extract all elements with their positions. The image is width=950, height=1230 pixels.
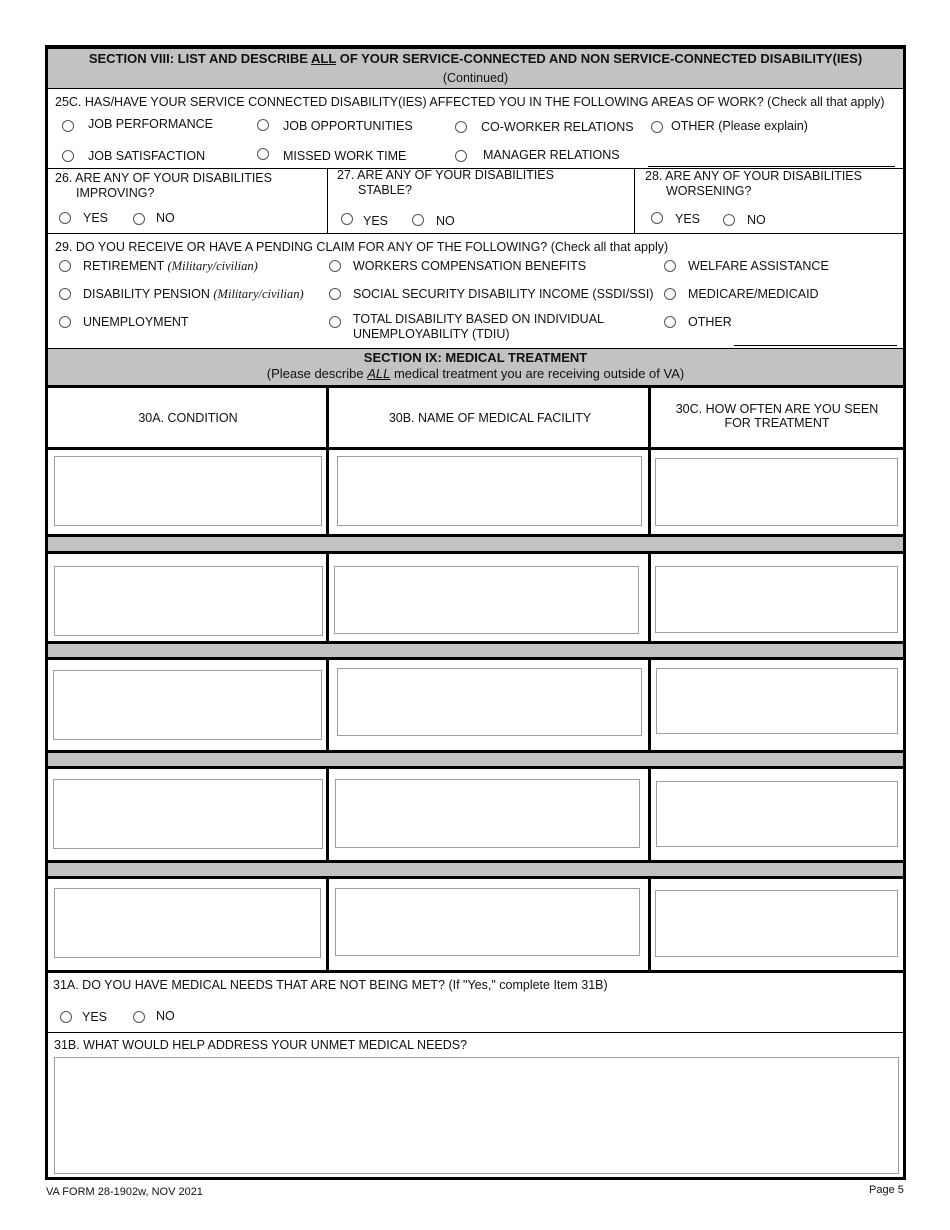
q31a-no-radio[interactable] (133, 1011, 145, 1023)
q25c-manager-radio[interactable] (455, 150, 467, 162)
q31b-unmet-needs-input[interactable] (54, 1057, 899, 1174)
q25c-opt-label: JOB OPPORTUNITIES (283, 119, 413, 133)
q28-no-label: NO (747, 213, 766, 227)
q25c-other-radio[interactable] (651, 121, 663, 133)
q30c-frequency-input[interactable] (655, 566, 898, 633)
q29-other-radio[interactable] (664, 316, 676, 328)
q28-yes-label: YES (675, 212, 701, 226)
q25c-opt-label: JOB SATISFACTION (88, 149, 206, 163)
q25c-missed-work-radio[interactable] (257, 148, 269, 160)
q27-no-label: NO (436, 214, 455, 228)
q29-welfare-radio[interactable] (664, 260, 676, 272)
q27-no-radio[interactable] (412, 214, 424, 226)
q25c-job-performance-radio[interactable] (62, 120, 74, 132)
q29-unemployment-radio[interactable] (59, 316, 71, 328)
q31a-yes-radio[interactable] (60, 1011, 72, 1023)
q30b-facility-input[interactable] (337, 668, 642, 736)
q25c-coworker-radio[interactable] (455, 121, 467, 133)
q28-no-radio[interactable] (723, 214, 735, 226)
q30a-condition-input[interactable] (53, 779, 323, 849)
q26-no-label: NO (156, 211, 175, 225)
q30b-facility-input[interactable] (335, 779, 640, 848)
q30b-header: 30B. NAME OF MEDICAL FACILITY (388, 411, 592, 425)
q30b-facility-input[interactable] (334, 566, 639, 634)
form-id: VA FORM 28-1902w, NOV 2021 (46, 1186, 203, 1198)
q30c-frequency-input[interactable] (655, 890, 898, 957)
q25c-other-explain-line[interactable] (648, 166, 895, 167)
q29-retirement-radio[interactable] (59, 260, 71, 272)
q27-yes-label: YES (363, 214, 389, 228)
section9-title: SECTION IX: MEDICAL TREATMENT (363, 350, 588, 365)
q29-tdiu-radio[interactable] (329, 316, 341, 328)
q30b-facility-input[interactable] (337, 456, 642, 526)
q29-unemployment-label: UNEMPLOYMENT (83, 315, 189, 329)
q29-welfare-label: WELFARE ASSISTANCE (688, 259, 829, 273)
q30c-frequency-input[interactable] (656, 781, 898, 847)
section8-continued: (Continued) (442, 71, 509, 85)
q31a-yes-label: YES (82, 1010, 108, 1024)
q30a-condition-input[interactable] (54, 456, 322, 526)
q29-workers-comp-label: WORKERS COMPENSATION BENEFITS (353, 259, 587, 273)
q26-yes-label: YES (83, 211, 109, 225)
q30a-condition-input[interactable] (54, 888, 321, 958)
q29-other-label: OTHER (688, 315, 732, 329)
q25c-job-opportunities-radio[interactable] (257, 119, 269, 131)
q29-tdiu-label: TOTAL DISABILITY BASED ON INDIVIDUAL (353, 312, 604, 326)
q29-ssdi-label: SOCIAL SECURITY DISABILITY INCOME (SSDI/SSI) (353, 287, 654, 301)
page-number: Page 5 (869, 1184, 904, 1196)
section8-title: SECTION VIII: LIST AND DESCRIBE ALL OF YOUR SERVICE-CONNECTED AND NON SERVICE-CONNECTED DISABILITY(IES) (88, 51, 863, 66)
q25c-label: 25C. HAS/HAVE YOUR SERVICE CONNECTED DISABILITY(IES) AFFECTED YOU IN THE FOLLOWING AREAS OF WORK? (Check all that apply) (55, 95, 885, 109)
q26-yes-radio[interactable] (59, 212, 71, 224)
q28-label: 28. ARE ANY OF YOUR DISABILITIES (645, 169, 862, 183)
q25c-opt-label: CO-WORKER RELATIONS (481, 120, 634, 134)
q26-label: 26. ARE ANY OF YOUR DISABILITIES (55, 171, 272, 185)
q27-label-2: STABLE? (358, 183, 412, 197)
q29-medicare-label: MEDICARE/MEDICAID (688, 287, 819, 301)
q31b-label: 31B. WHAT WOULD HELP ADDRESS YOUR UNMET MEDICAL NEEDS? (54, 1038, 468, 1052)
q29-disability-pension-label: DISABILITY PENSION (Military/civilian) (83, 287, 304, 301)
q29-disability-pension-radio[interactable] (59, 288, 71, 300)
q30b-facility-input[interactable] (335, 888, 640, 956)
section9-subtitle: (Please describe ALL medical treatment you are receiving outside of VA) (266, 366, 685, 381)
q29-retirement-label: RETIREMENT (Military/civilian) (83, 259, 258, 273)
q25c-opt-label: JOB PERFORMANCE (88, 117, 214, 131)
q30a-header: 30A. CONDITION (138, 411, 238, 425)
q30c-frequency-input[interactable] (656, 668, 898, 734)
q28-yes-radio[interactable] (651, 212, 663, 224)
q25c-opt-label: OTHER (Please explain) (671, 119, 808, 133)
q28-label-2: WORSENING? (666, 184, 752, 198)
q25c-job-satisfaction-radio[interactable] (62, 150, 74, 162)
q30c-header-2: FOR TREATMENT (724, 416, 830, 430)
q29-workers-comp-radio[interactable] (329, 260, 341, 272)
q31a-label: 31A. DO YOU HAVE MEDICAL NEEDS THAT ARE NOT BEING MET? (If "Yes," complete Item 31B) (53, 978, 608, 992)
q30a-condition-input[interactable] (54, 566, 323, 636)
q25c-opt-label: MANAGER RELATIONS (483, 148, 620, 162)
q27-yes-radio[interactable] (341, 213, 353, 225)
q29-other-explain-line[interactable] (734, 345, 897, 346)
q30a-condition-input[interactable] (53, 670, 322, 740)
q29-tdiu-label-2: UNEMPLOYABILITY (TDIU) (353, 327, 510, 341)
q29-medicare-radio[interactable] (664, 288, 676, 300)
q26-label-2: IMPROVING? (76, 186, 155, 200)
q30c-frequency-input[interactable] (655, 458, 898, 526)
q25c-opt-label: MISSED WORK TIME (283, 149, 407, 163)
q29-ssdi-radio[interactable] (329, 288, 341, 300)
q27-label: 27. ARE ANY OF YOUR DISABILITIES (337, 168, 554, 182)
q30c-header: 30C. HOW OFTEN ARE YOU SEEN (675, 402, 879, 416)
q26-no-radio[interactable] (133, 213, 145, 225)
q29-label: 29. DO YOU RECEIVE OR HAVE A PENDING CLAIM FOR ANY OF THE FOLLOWING? (Check all that apply) (55, 240, 669, 254)
q31a-no-label: NO (156, 1009, 175, 1023)
